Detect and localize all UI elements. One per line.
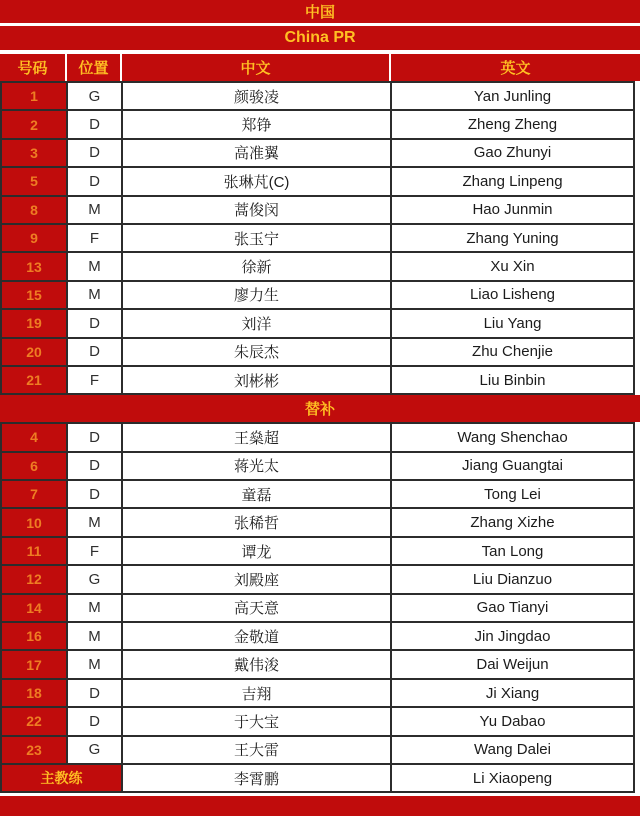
player-name-cn: 蒋光太 — [122, 452, 391, 480]
player-position: M — [67, 622, 122, 650]
player-row — [1, 196, 634, 224]
player-name-en: Zhang Yuning — [391, 224, 634, 252]
substitutes-table — [0, 422, 635, 793]
player-position: D — [67, 423, 122, 451]
column-header-row — [0, 54, 640, 81]
player-name-cn: 王燊超 — [122, 423, 391, 451]
player-position: M — [67, 281, 122, 309]
player-row — [1, 594, 634, 622]
player-name-en: Gao Tianyi — [391, 594, 634, 622]
player-row — [1, 650, 634, 678]
player-number: 20 — [1, 338, 67, 366]
column-header-chinese: 中文 — [120, 54, 389, 81]
player-name-en: Jin Jingdao — [391, 622, 634, 650]
team-name-en: China PR — [284, 29, 356, 46]
player-position: M — [67, 196, 122, 224]
player-row — [1, 252, 634, 280]
player-name-en: Zhang Xizhe — [391, 508, 634, 536]
player-position: F — [67, 224, 122, 252]
player-name-cn: 童磊 — [122, 480, 391, 508]
player-name-en: Xu Xin — [391, 252, 634, 280]
player-position: G — [67, 82, 122, 110]
player-name-en: Yu Dabao — [391, 707, 634, 735]
player-number: 8 — [1, 196, 67, 224]
player-name-en: Hao Junmin — [391, 196, 634, 224]
player-number: 5 — [1, 167, 67, 195]
player-name-cn: 郑铮 — [122, 110, 391, 138]
player-row — [1, 281, 634, 309]
player-name-en: Wang Dalei — [391, 736, 634, 764]
player-number: 6 — [1, 452, 67, 480]
player-number: 19 — [1, 309, 67, 337]
player-name-cn: 谭龙 — [122, 537, 391, 565]
player-name-cn: 蒿俊闵 — [122, 196, 391, 224]
player-position: D — [67, 452, 122, 480]
player-name-en: Jiang Guangtai — [391, 452, 634, 480]
player-position: D — [67, 480, 122, 508]
player-name-en: Liu Binbin — [391, 366, 634, 394]
coach-row — [1, 764, 634, 792]
player-name-cn: 廖力生 — [122, 281, 391, 309]
player-number: 3 — [1, 139, 67, 167]
player-name-en: Zhang Linpeng — [391, 167, 634, 195]
player-row — [1, 707, 634, 735]
player-position: D — [67, 707, 122, 735]
player-position: F — [67, 537, 122, 565]
substitutes-banner — [0, 395, 640, 422]
player-name-cn: 高准翼 — [122, 139, 391, 167]
player-number: 4 — [1, 423, 67, 451]
player-position: F — [67, 366, 122, 394]
player-row — [1, 565, 634, 593]
player-name-en: Gao Zhunyi — [391, 139, 634, 167]
player-name-en: Zhu Chenjie — [391, 338, 634, 366]
coach-name-en: Li Xiaopeng — [391, 764, 634, 792]
player-number: 16 — [1, 622, 67, 650]
player-number: 9 — [1, 224, 67, 252]
player-name-en: Dai Weijun — [391, 650, 634, 678]
player-name-cn: 颜骏凌 — [122, 82, 391, 110]
player-name-cn: 高天意 — [122, 594, 391, 622]
player-position: D — [67, 139, 122, 167]
player-number: 7 — [1, 480, 67, 508]
player-name-en: Wang Shenchao — [391, 423, 634, 451]
player-row — [1, 167, 634, 195]
player-name-cn: 徐新 — [122, 252, 391, 280]
player-position: D — [67, 679, 122, 707]
column-header-english: 英文 — [389, 54, 640, 81]
player-name-cn: 吉翔 — [122, 679, 391, 707]
player-position: G — [67, 565, 122, 593]
player-name-cn: 朱辰杰 — [122, 338, 391, 366]
player-position: D — [67, 167, 122, 195]
player-name-en: Liu Yang — [391, 309, 634, 337]
player-row — [1, 366, 634, 394]
player-name-cn: 金敬道 — [122, 622, 391, 650]
player-position: D — [67, 338, 122, 366]
player-name-cn: 戴伟浚 — [122, 650, 391, 678]
player-name-cn: 刘洋 — [122, 309, 391, 337]
footer-bar — [0, 796, 640, 816]
substitutes-label: 替补 — [304, 401, 335, 419]
player-name-en: Tong Lei — [391, 480, 634, 508]
player-name-cn: 刘殿座 — [122, 565, 391, 593]
player-number: 11 — [1, 537, 67, 565]
player-row — [1, 537, 634, 565]
starters-table — [0, 81, 635, 395]
player-number: 2 — [1, 110, 67, 138]
team-name-cn-banner — [0, 0, 640, 23]
player-position: M — [67, 252, 122, 280]
player-name-cn: 王大雷 — [122, 736, 391, 764]
player-number: 23 — [1, 736, 67, 764]
player-name-en: Ji Xiang — [391, 679, 634, 707]
player-row — [1, 622, 634, 650]
player-number: 22 — [1, 707, 67, 735]
player-position: M — [67, 508, 122, 536]
player-row — [1, 452, 634, 480]
player-name-cn: 张琳芃(C) — [122, 167, 391, 195]
player-name-cn: 刘彬彬 — [122, 366, 391, 394]
player-row — [1, 110, 634, 138]
player-row — [1, 480, 634, 508]
player-row — [1, 423, 634, 451]
player-row — [1, 309, 634, 337]
player-name-en: Yan Junling — [391, 82, 634, 110]
player-name-cn: 张玉宁 — [122, 224, 391, 252]
player-number: 21 — [1, 366, 67, 394]
player-row — [1, 82, 634, 110]
player-number: 15 — [1, 281, 67, 309]
player-position: D — [67, 309, 122, 337]
player-row — [1, 224, 634, 252]
player-row — [1, 679, 634, 707]
player-position: M — [67, 594, 122, 622]
player-name-en: Liao Lisheng — [391, 281, 634, 309]
team-name-en-banner — [0, 26, 640, 50]
coach-label: 主教练 — [1, 764, 122, 792]
player-position: D — [67, 110, 122, 138]
player-number: 18 — [1, 679, 67, 707]
player-row — [1, 508, 634, 536]
player-row — [1, 338, 634, 366]
player-row — [1, 736, 634, 764]
player-number: 13 — [1, 252, 67, 280]
player-name-cn: 张稀哲 — [122, 508, 391, 536]
player-number: 10 — [1, 508, 67, 536]
player-position: M — [67, 650, 122, 678]
player-number: 14 — [1, 594, 67, 622]
player-name-en: Liu Dianzuo — [391, 565, 634, 593]
player-name-cn: 于大宝 — [122, 707, 391, 735]
player-number: 1 — [1, 82, 67, 110]
player-name-en: Tan Long — [391, 537, 634, 565]
player-name-en: Zheng Zheng — [391, 110, 634, 138]
player-number: 17 — [1, 650, 67, 678]
player-number: 12 — [1, 565, 67, 593]
player-position: G — [67, 736, 122, 764]
player-row — [1, 139, 634, 167]
team-name-cn: 中国 — [304, 4, 335, 21]
column-header-position: 位置 — [65, 54, 120, 81]
column-header-number: 号码 — [17, 60, 48, 77]
coach-name-cn: 李霄鹏 — [122, 764, 391, 792]
